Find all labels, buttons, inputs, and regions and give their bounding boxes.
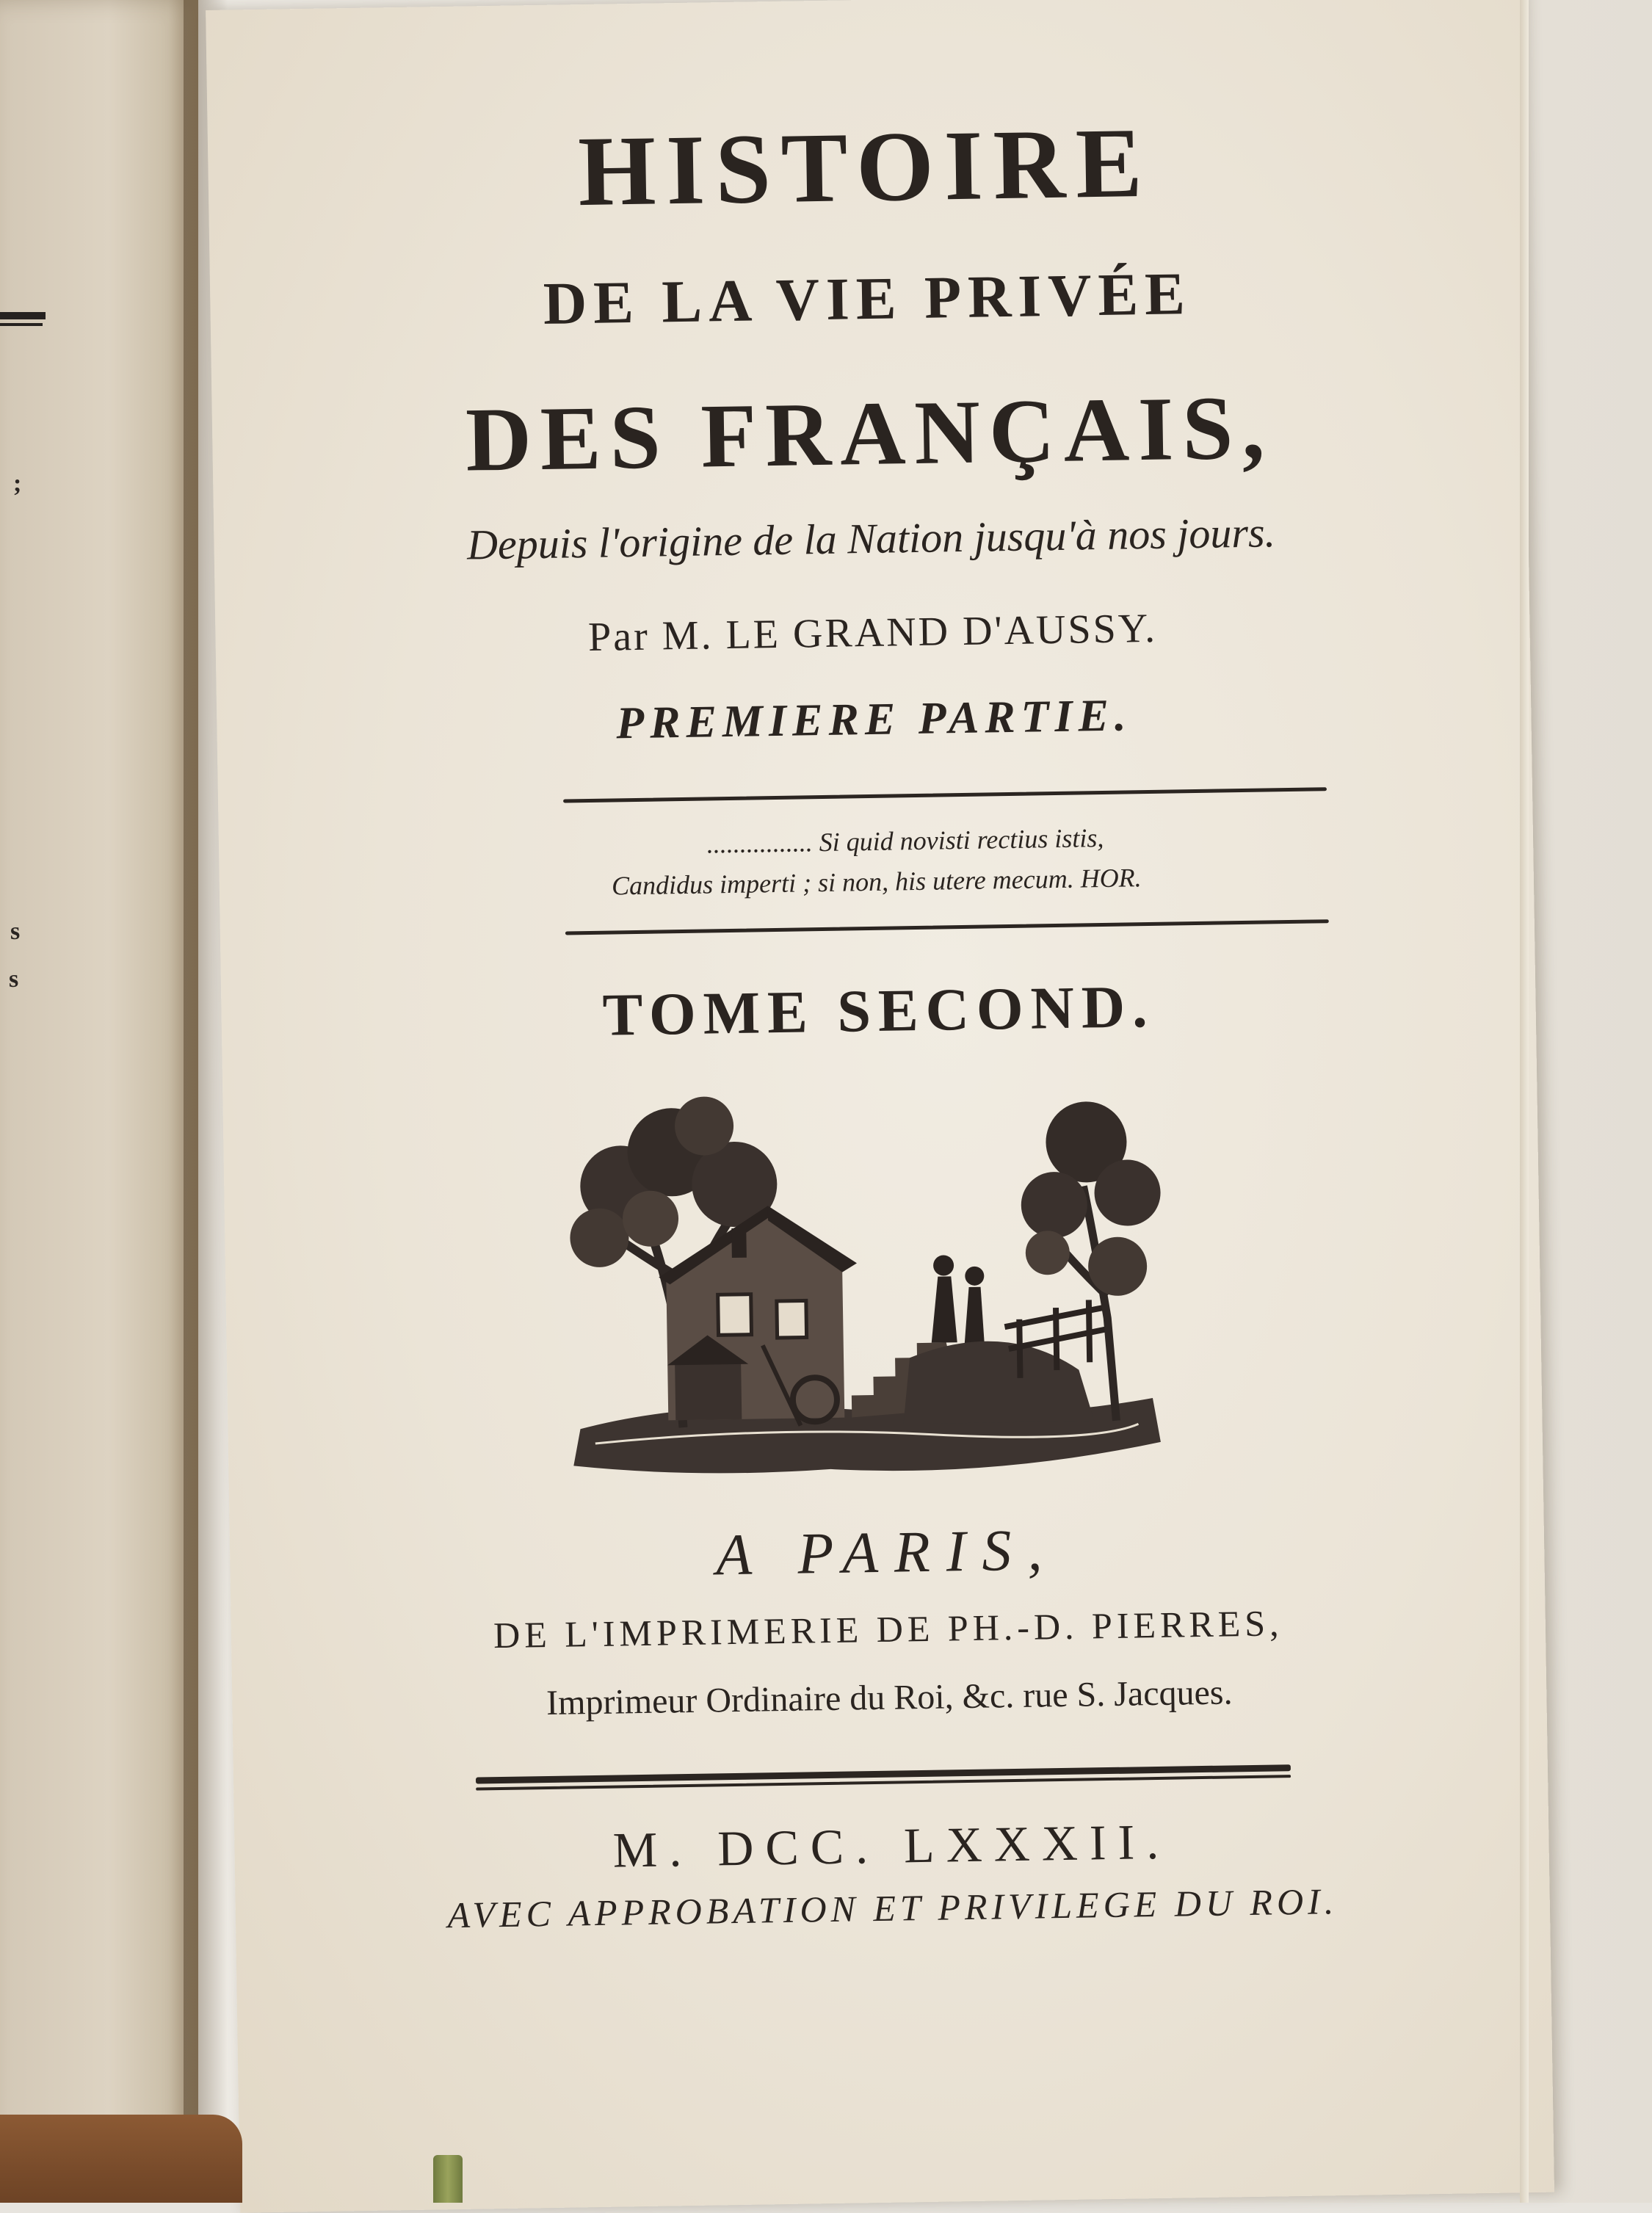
facing-page xyxy=(0,0,198,2203)
bookmark-ribbon xyxy=(433,2155,463,2203)
imprint-printer: DE L'IMPRIMERIE DE PH.-D. PIERRES, xyxy=(493,1602,1283,1656)
left-page-fragment: s xyxy=(9,966,19,993)
leather-binding xyxy=(0,2115,242,2203)
epigraph-line-2: Candidus imperti ; si non, his utere mecum. HOR. xyxy=(611,863,1142,901)
left-page-rule xyxy=(0,312,46,319)
left-page-fragment: s xyxy=(10,918,21,945)
left-page-rule xyxy=(0,323,43,326)
left-page-fragment: ; xyxy=(13,470,22,497)
author-line: Par M. LE GRAND D'AUSSY. xyxy=(587,605,1158,660)
volume-label: TOME SECOND. xyxy=(602,972,1156,1048)
book-title: HISTOIRE xyxy=(577,107,1153,228)
subtitle-line-2: DES FRANÇAIS, xyxy=(465,377,1275,490)
subtitle-line-1: DE LA VIE PRIVÉE xyxy=(543,260,1192,337)
rule-above-epigraph xyxy=(563,787,1327,803)
epigraph-line-1: ................ Si quid novisti rectius istis, xyxy=(706,822,1104,859)
royal-approval: AVEC APPROBATION ET PRIVILEGE DU ROI. xyxy=(447,1880,1338,1936)
part-label: PREMIERE PARTIE. xyxy=(615,690,1132,749)
rule-below-epigraph xyxy=(565,919,1329,935)
page-edge xyxy=(1520,0,1529,2203)
subtitle-description: Depuis l'origine de la Nation jusqu'à nos jours. xyxy=(466,508,1276,569)
imprint-city: A PARIS, xyxy=(715,1518,1059,1588)
vignette-house xyxy=(658,1204,860,1427)
title-page xyxy=(206,0,1554,2213)
woodcut-vignette xyxy=(546,1074,1184,1495)
publication-year: M. DCC. LXXXII. xyxy=(612,1813,1171,1878)
imprint-printer-role: Imprimeur Ordinaire du Roi, &c. rue S. Jacques. xyxy=(546,1673,1233,1723)
vignette-fence xyxy=(1004,1300,1109,1378)
